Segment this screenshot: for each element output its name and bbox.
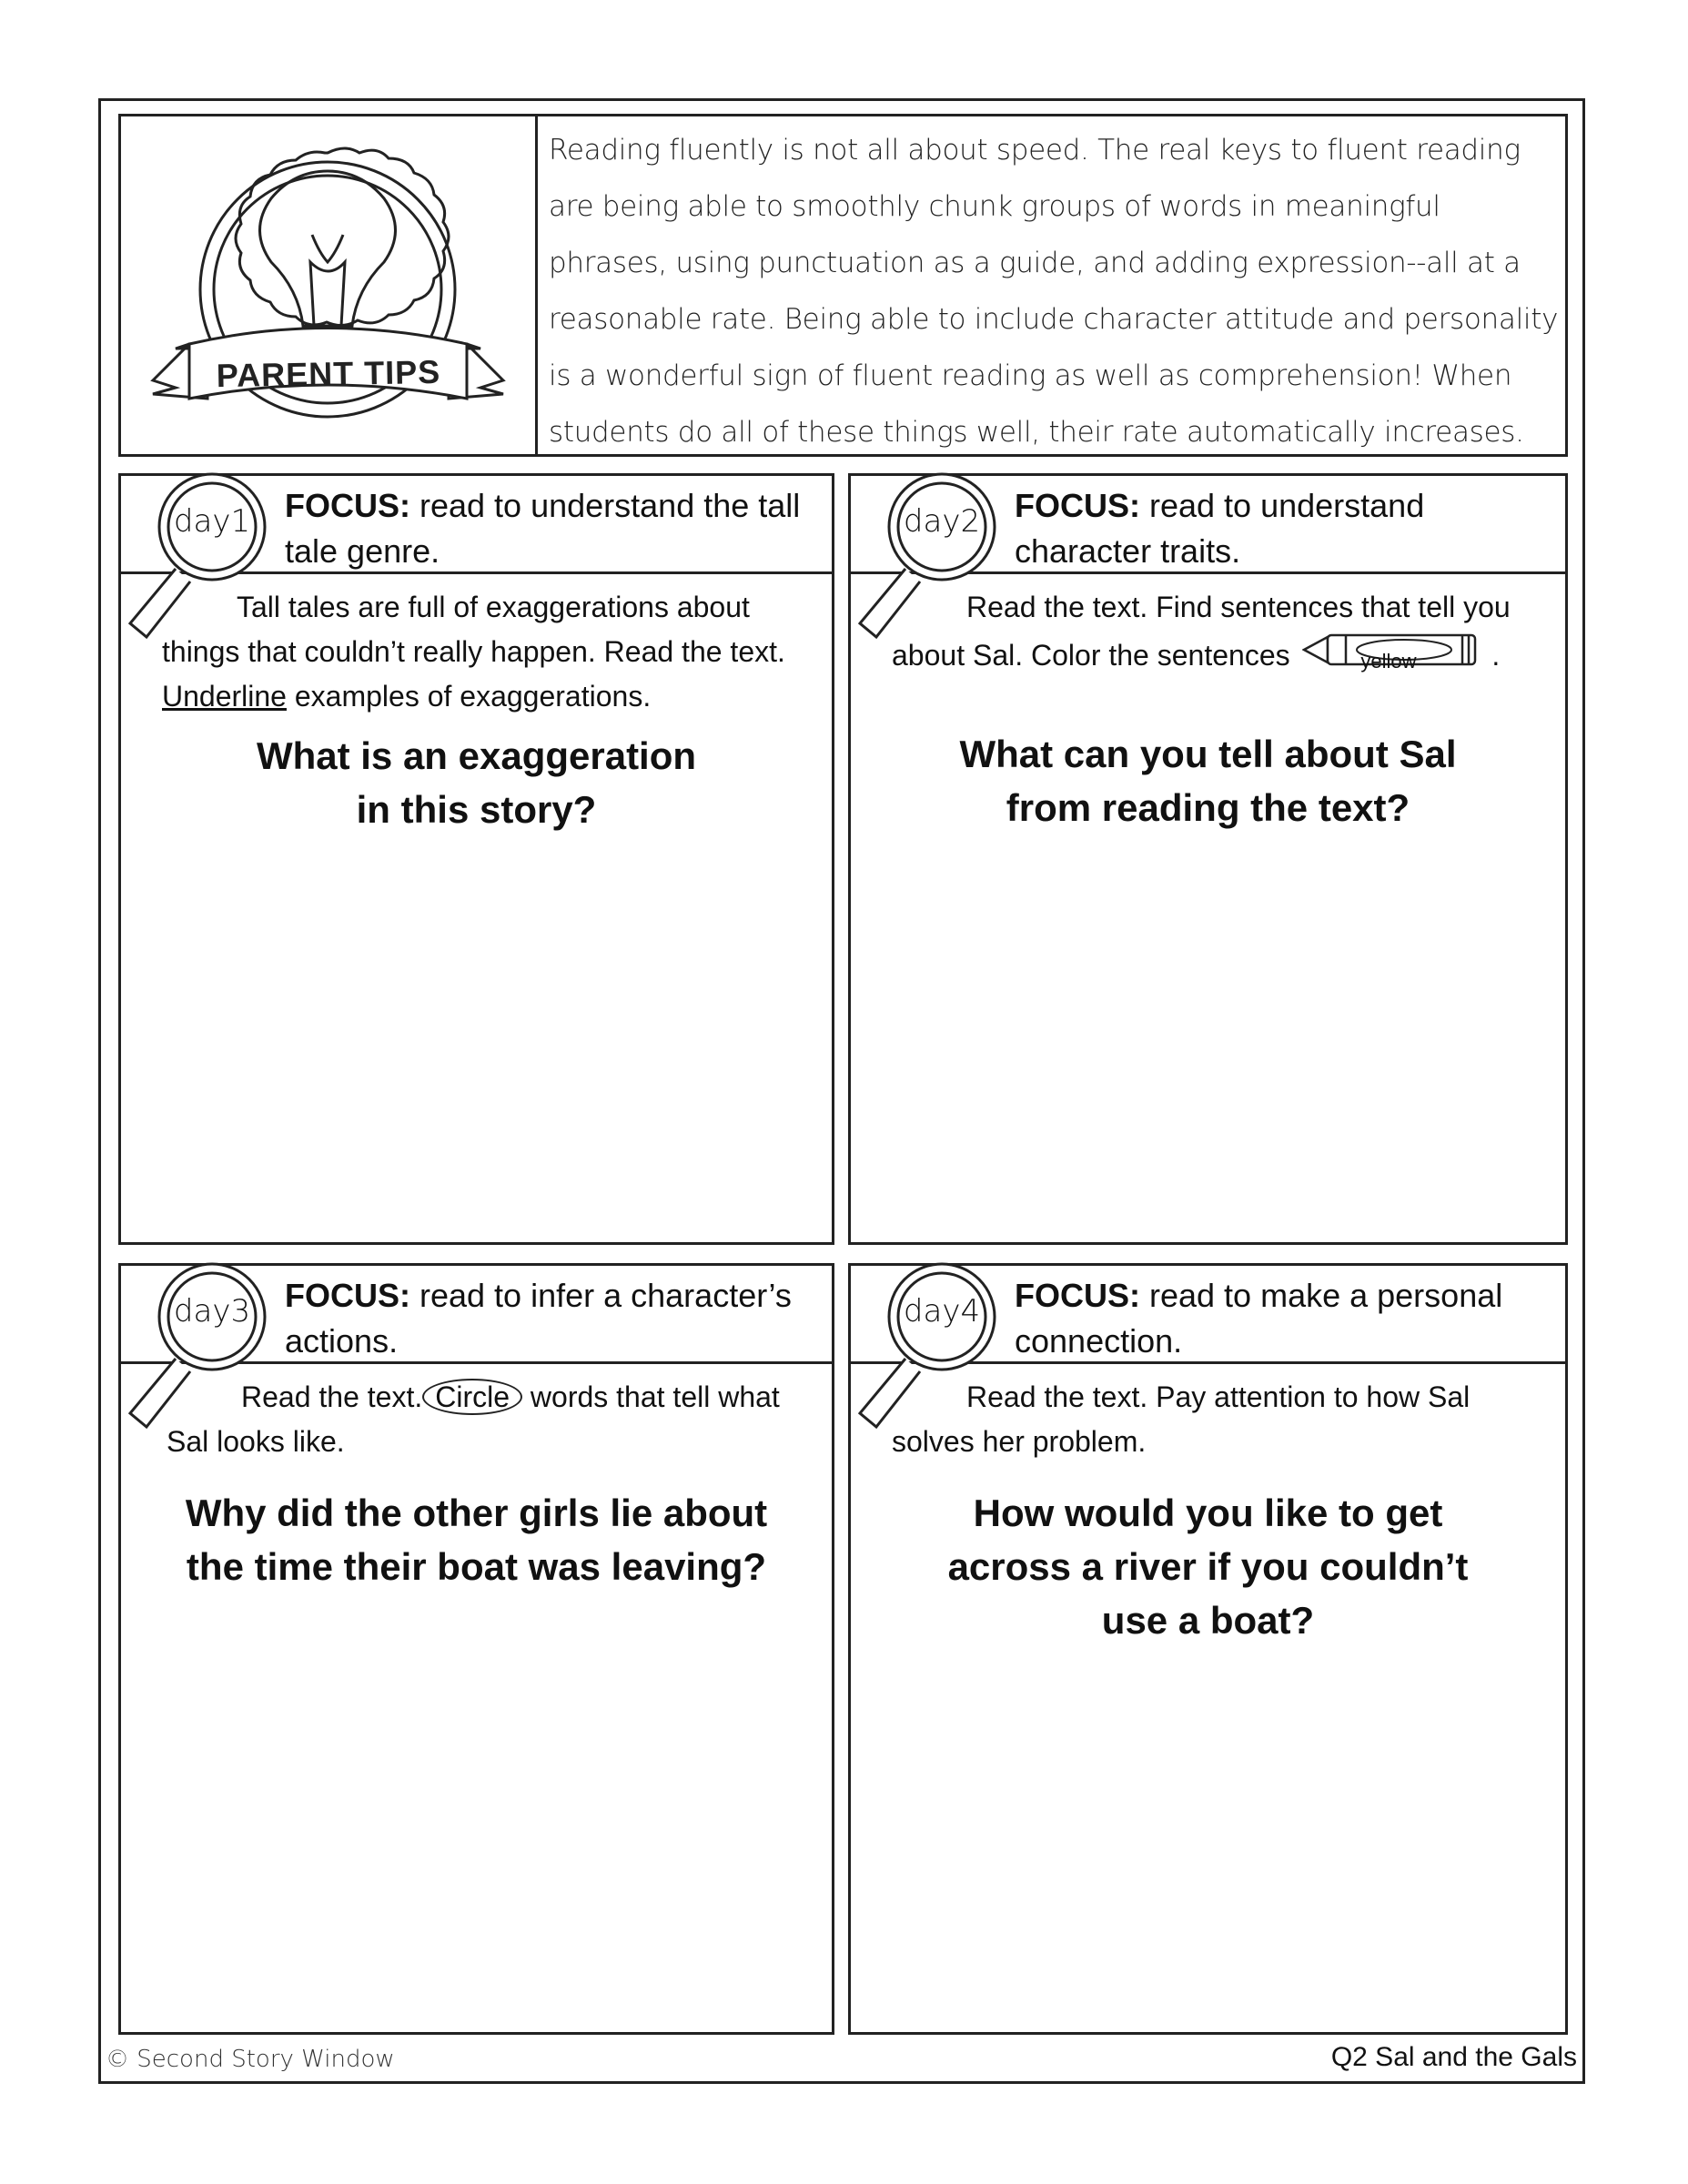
day3-badge: day3	[173, 1293, 251, 1330]
parent-tips-box	[118, 114, 1568, 457]
day1-focus: FOCUS: read to understand the tall tale genre.	[285, 487, 801, 570]
parent-tips-logo	[121, 116, 535, 454]
day4-question: How would you like to get across a river if you couldn’t use a boat?	[947, 1491, 1469, 1642]
day1-box	[118, 473, 834, 1245]
footer-title: Q2 Sal and the Gals	[1330, 2042, 1577, 2072]
day3-focus: FOCUS: read to infer a character’s actions.	[285, 1277, 792, 1360]
day4-box	[848, 1263, 1568, 2035]
day4-instructions: Read the text. Pay attention to how Sal solves her problem.	[892, 1380, 1471, 1458]
parent-tips-text: Reading fluently is not all about speed. The real keys to fluent reading are being able to smoothly chunk groups of words in meaningful phrases, using punctuation as a guide, and adding expression--all at a reasonable rate. Being able to include character attitude and personality is a wonderful sign of fluent reading as well as comprehension! When students do all of these things well, their rate automatically increases.	[549, 134, 1559, 449]
footer-copyright: © Second Story Window	[106, 2046, 395, 2073]
day4-badge: day4	[903, 1293, 981, 1330]
day4-focus: FOCUS: read to make a personal connection.	[1015, 1277, 1503, 1360]
underline-word: Underline	[162, 680, 287, 713]
day3-instructions: Read the text. Circle words that tell what Sal looks like.	[167, 1380, 780, 1458]
day1-badge: day1	[173, 503, 251, 540]
day1-question: What is an exaggeration in this story?	[256, 734, 697, 831]
day2-focus: FOCUS: read to understand character traits.	[1015, 487, 1425, 570]
day2-box	[848, 473, 1568, 1245]
day2-question: What can you tell about Sal from reading the text?	[959, 733, 1457, 829]
crayon-icon	[1302, 630, 1492, 685]
parent-tips-label: PARENT TIPS	[216, 352, 441, 395]
tips-divider	[535, 116, 538, 454]
day2-instructions: Read the text. Find sentences that tell you about Sal. Color the sentences .	[892, 585, 1556, 685]
circled-word: Circle	[422, 1379, 522, 1415]
day1-instructions: Tall tales are full of exaggerations about things that couldn’t really happen. Read the text. Underline examples of exaggerations.	[162, 591, 785, 713]
day3-question: Why did the other girls lie about the time their boat was leaving?	[185, 1491, 768, 1588]
day3-box	[118, 1263, 834, 2035]
day2-badge: day2	[903, 503, 981, 540]
